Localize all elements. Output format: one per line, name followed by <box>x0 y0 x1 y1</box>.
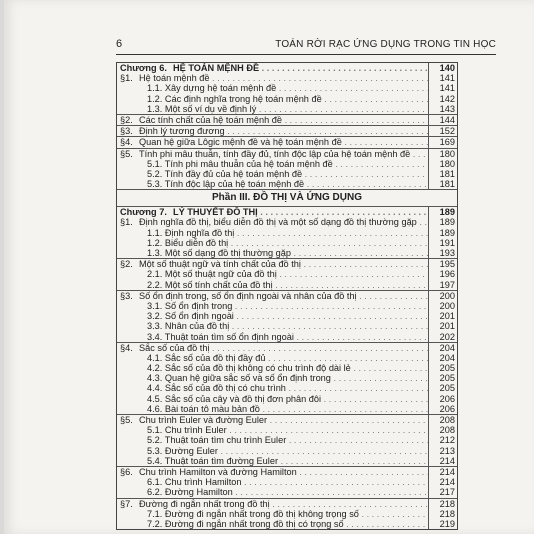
toc-entry-text: 3.4. Thuật toán tìm số ổn định ngoài . . . <box>147 332 429 342</box>
toc-entry-page: 204 <box>428 343 457 353</box>
toc-entry-text: 6.2. Đường Hamilton . . . <box>147 487 429 497</box>
toc-entry-page: 142 <box>428 94 457 104</box>
toc-entry-label: §7. <box>120 498 133 509</box>
toc-entry <box>117 159 457 169</box>
toc-entry-page: 141 <box>428 73 457 83</box>
toc-entry-label: §3. <box>120 126 133 137</box>
toc-entry <box>117 446 457 456</box>
toc-entry-page: 214 <box>428 467 457 477</box>
toc-entry-page: 217 <box>428 487 457 497</box>
toc-entry-page: 200 <box>428 291 457 301</box>
toc-entry <box>117 83 457 93</box>
chapter-6-section <box>117 63 457 189</box>
toc-entry <box>117 353 457 363</box>
toc-entry-page: 200 <box>428 301 457 311</box>
toc-entry-page: 205 <box>428 363 457 373</box>
toc-entry-page: 206 <box>428 394 457 404</box>
toc-entry-label: §1. <box>120 217 133 228</box>
toc-entry <box>117 301 457 311</box>
toc-entry-text: 1.1. Xây dựng hệ toán mệnh đề . . . <box>147 83 429 93</box>
toc-entry <box>117 114 457 125</box>
toc-entry-page: 201 <box>428 321 457 331</box>
running-title: TOÁN RỜI RẠC ỨNG DỤNG TRONG TIN HỌC <box>275 39 496 50</box>
toc-entry-page: 140 <box>428 63 457 73</box>
toc-entry-text: Định nghĩa đồ thị, biểu diễn đồ thị và một số dạng đồ thị thường gặp . . . <box>139 217 429 227</box>
toc-entry-text: 1.3. Một số ví dụ về định lý . . . <box>147 104 429 114</box>
toc-entry-page: 197 <box>428 280 457 290</box>
chapter-heading <box>117 63 457 73</box>
toc-entry <box>117 248 457 258</box>
toc-entry <box>117 94 457 104</box>
toc-entry-page: 180 <box>428 149 457 159</box>
toc-entry <box>117 311 457 321</box>
toc-entry-page: 189 <box>428 228 457 238</box>
toc-entry-page: 196 <box>428 269 457 279</box>
toc-entry-text: 4.1. Sắc số của đồ thị đầy đủ . . . <box>147 353 429 363</box>
toc-entry-page: 201 <box>428 311 457 321</box>
toc-entry-text: 1.2. Các định nghĩa trong hệ toán mệnh đề . . . <box>147 94 429 104</box>
toc-entry <box>117 487 457 497</box>
toc-entry-text: 7.2. Đường đi ngắn nhất trong đồ thị có trọng số . . . <box>147 519 429 529</box>
toc-entry <box>117 179 457 189</box>
toc-entry-text: 1.1. Định nghĩa đồ thị . . . <box>147 228 429 238</box>
toc-entry-text: Các tính chất của hệ toán mệnh đề . . . <box>139 115 429 125</box>
toc-entry-page: 180 <box>428 159 457 169</box>
toc-entry-label: §5. <box>120 148 133 159</box>
toc-entry-text: 5.4. Thuật toán tìm đường Euler . . . <box>147 456 429 466</box>
toc-entry <box>117 169 457 179</box>
toc-entry <box>117 394 457 404</box>
chapter-7-section <box>117 207 457 529</box>
toc-entry <box>117 238 457 248</box>
toc-entry-text: 5.2. Tính đầy đủ của hệ toán mệnh đề . . . <box>147 169 429 179</box>
toc-entry-text: Chu trình Euler và đường Euler . . . <box>139 415 429 425</box>
toc-entry <box>117 404 457 414</box>
toc-entry-page: 205 <box>428 373 457 383</box>
toc-entry <box>117 519 457 529</box>
toc-entry-page: 202 <box>428 332 457 342</box>
toc-entry-page: 218 <box>428 509 457 519</box>
toc-entry-page: 143 <box>428 104 457 114</box>
toc-entry-text: 5.3. Đường Euler . . . <box>147 446 429 456</box>
book-page <box>4 0 534 534</box>
toc-entry <box>117 383 457 393</box>
toc-entry <box>117 498 457 509</box>
toc-entry-text: 5.1. Tính phi mâu thuẫn của hệ toán mệnh đề . . . <box>147 159 429 169</box>
toc-entry <box>117 228 457 238</box>
toc-entry-page: 206 <box>428 404 457 414</box>
toc-entry <box>117 332 457 342</box>
toc-entry-label: Chương 6. <box>120 63 167 73</box>
toc-entry-page: 219 <box>428 519 457 529</box>
toc-entry-page: 195 <box>428 259 457 269</box>
toc-entry-text: HỆ TOÁN MỆNH ĐỀ . . . <box>173 63 429 73</box>
toc-entry-page: 212 <box>428 435 457 445</box>
toc-entry-text: Quan hệ giữa Lôgic mệnh đề và hệ toán mệnh đề . . . <box>139 137 429 147</box>
toc-entry-page: 152 <box>428 126 457 136</box>
page-header <box>116 38 496 55</box>
toc-entry <box>117 363 457 373</box>
toc-entry-page: 189 <box>428 217 457 227</box>
toc-entry-page: 141 <box>428 83 457 93</box>
toc-entry <box>117 290 457 301</box>
toc-entry <box>117 342 457 353</box>
toc-entry-text: Hệ toán mệnh đề . . . <box>139 73 429 83</box>
toc-entry-text: 4.5. Sắc số của cây và đồ thị đơn phân đôi . . . <box>147 394 429 404</box>
toc-entry-page: 208 <box>428 415 457 425</box>
toc-entry <box>117 509 457 519</box>
toc-entry-page: 213 <box>428 446 457 456</box>
toc-entry <box>117 373 457 383</box>
toc-entry-text: 5.3. Tính độc lập của hệ toán mệnh đề . . . <box>147 179 429 189</box>
page-number: 6 <box>116 38 123 50</box>
toc-entry-label: §4. <box>120 137 133 148</box>
toc-entry <box>117 104 457 114</box>
toc-entry-text: 5.2. Thuật toán tìm chu trình Euler . . . <box>147 435 429 445</box>
toc-entry-label: §6. <box>120 466 133 477</box>
toc-entry-page: 214 <box>428 456 457 466</box>
toc-entry-page: 181 <box>428 169 457 179</box>
toc-entry-text: Sắc số của đồ thị . . . <box>139 343 429 353</box>
toc-entry <box>117 136 457 147</box>
toc-entry-page: 205 <box>428 383 457 393</box>
toc-entry-label: §5. <box>120 415 133 425</box>
table-of-contents <box>116 62 458 530</box>
toc-entry-text: 4.4. Sắc số của đồ thị có chu trình . . . <box>147 383 429 393</box>
toc-entry-text: 4.2. Sắc số của đồ thị không có chu trình độ dài lẻ . . . <box>147 363 429 373</box>
toc-entry <box>117 321 457 331</box>
toc-entry-label: §2. <box>120 114 133 125</box>
toc-entry-text: Tính phi mâu thuẫn, tính đầy đủ, tính độc lập của hệ toán mệnh đề . . . <box>139 149 429 159</box>
toc-entry-text: 7.1. Đường đi ngắn nhất trong đồ thị không trọng số . . . <box>147 509 429 519</box>
toc-entry-text: Số ổn định trong, số ổn định ngoài và nhân của đồ thị . . . <box>139 291 429 301</box>
toc-entry-text: Chu trình Hamilton và đường Hamilton . . . <box>139 467 429 477</box>
toc-entry-text: 1.2. Biểu diễn đồ thị . . . <box>147 238 429 248</box>
toc-entry-text: 3.3. Nhân của đồ thị . . . <box>147 321 429 331</box>
toc-entry <box>117 456 457 466</box>
toc-entry-text: 2.2. Một số tính chất của đồ thị . . . <box>147 280 429 290</box>
toc-entry-text: 4.3. Quan hệ giữa sắc số và số ổn định trong . . . <box>147 373 429 383</box>
toc-entry-text: 5.1. Chu trình Euler . . . <box>147 425 429 435</box>
toc-entry-text: 6.1. Chu trình Hamilton . . . <box>147 477 429 487</box>
toc-entry <box>117 477 457 487</box>
toc-entry-text: Một số thuật ngữ và tính chất của đồ thị . . . <box>139 259 429 269</box>
toc-entry-text: Định lý tương đương . . . <box>139 126 429 136</box>
toc-entry-page: 169 <box>428 137 457 147</box>
toc-entry <box>117 217 457 227</box>
toc-entry <box>117 466 457 477</box>
toc-entry-page: 204 <box>428 353 457 363</box>
toc-entry-page: 214 <box>428 477 457 487</box>
toc-entry-text: 2.1. Một số thuật ngữ của đồ thị . . . <box>147 269 429 279</box>
toc-entry-label: §3. <box>120 290 133 301</box>
toc-entry-label: §1. <box>120 73 133 84</box>
chapter-heading <box>117 207 457 217</box>
toc-entry-page: 193 <box>428 248 457 258</box>
toc-entry-text: Đường đi ngắn nhất trong đồ thị . . . <box>139 499 429 509</box>
toc-entry <box>117 269 457 279</box>
toc-entry <box>117 435 457 445</box>
toc-entry <box>117 414 457 425</box>
toc-entry-page: 191 <box>428 238 457 248</box>
toc-entry-page: 208 <box>428 425 457 435</box>
toc-entry-text: 1.3. Một số dạng đồ thị thường gặp . . . <box>147 248 429 258</box>
toc-entry-label: Chương 7. <box>120 207 167 218</box>
toc-entry-label: §4. <box>120 342 133 353</box>
toc-entry-page: 218 <box>428 499 457 509</box>
toc-entry <box>117 280 457 290</box>
toc-entry-label: §2. <box>120 259 133 270</box>
toc-entry-page: 189 <box>428 207 457 217</box>
toc-entry <box>117 73 457 83</box>
toc-entry <box>117 125 457 136</box>
toc-entry-text: 3.1. Số ổn định trong . . . <box>147 301 429 311</box>
toc-entry-text: LÝ THUYẾT ĐỒ THỊ . . . <box>173 207 429 217</box>
toc-entry <box>117 425 457 435</box>
toc-entry <box>117 148 457 159</box>
toc-entry <box>117 258 457 269</box>
part-title: Phần III. ĐỒ THỊ VÀ ỨNG DỤNG <box>117 189 457 207</box>
toc-entry-page: 144 <box>428 115 457 125</box>
toc-entry-page: 181 <box>428 179 457 189</box>
toc-entry-text: 4.6. Bài toán tô màu bản đồ . . . <box>147 404 429 414</box>
toc-entry-text: 3.2. Số ổn định ngoài . . . <box>147 311 429 321</box>
